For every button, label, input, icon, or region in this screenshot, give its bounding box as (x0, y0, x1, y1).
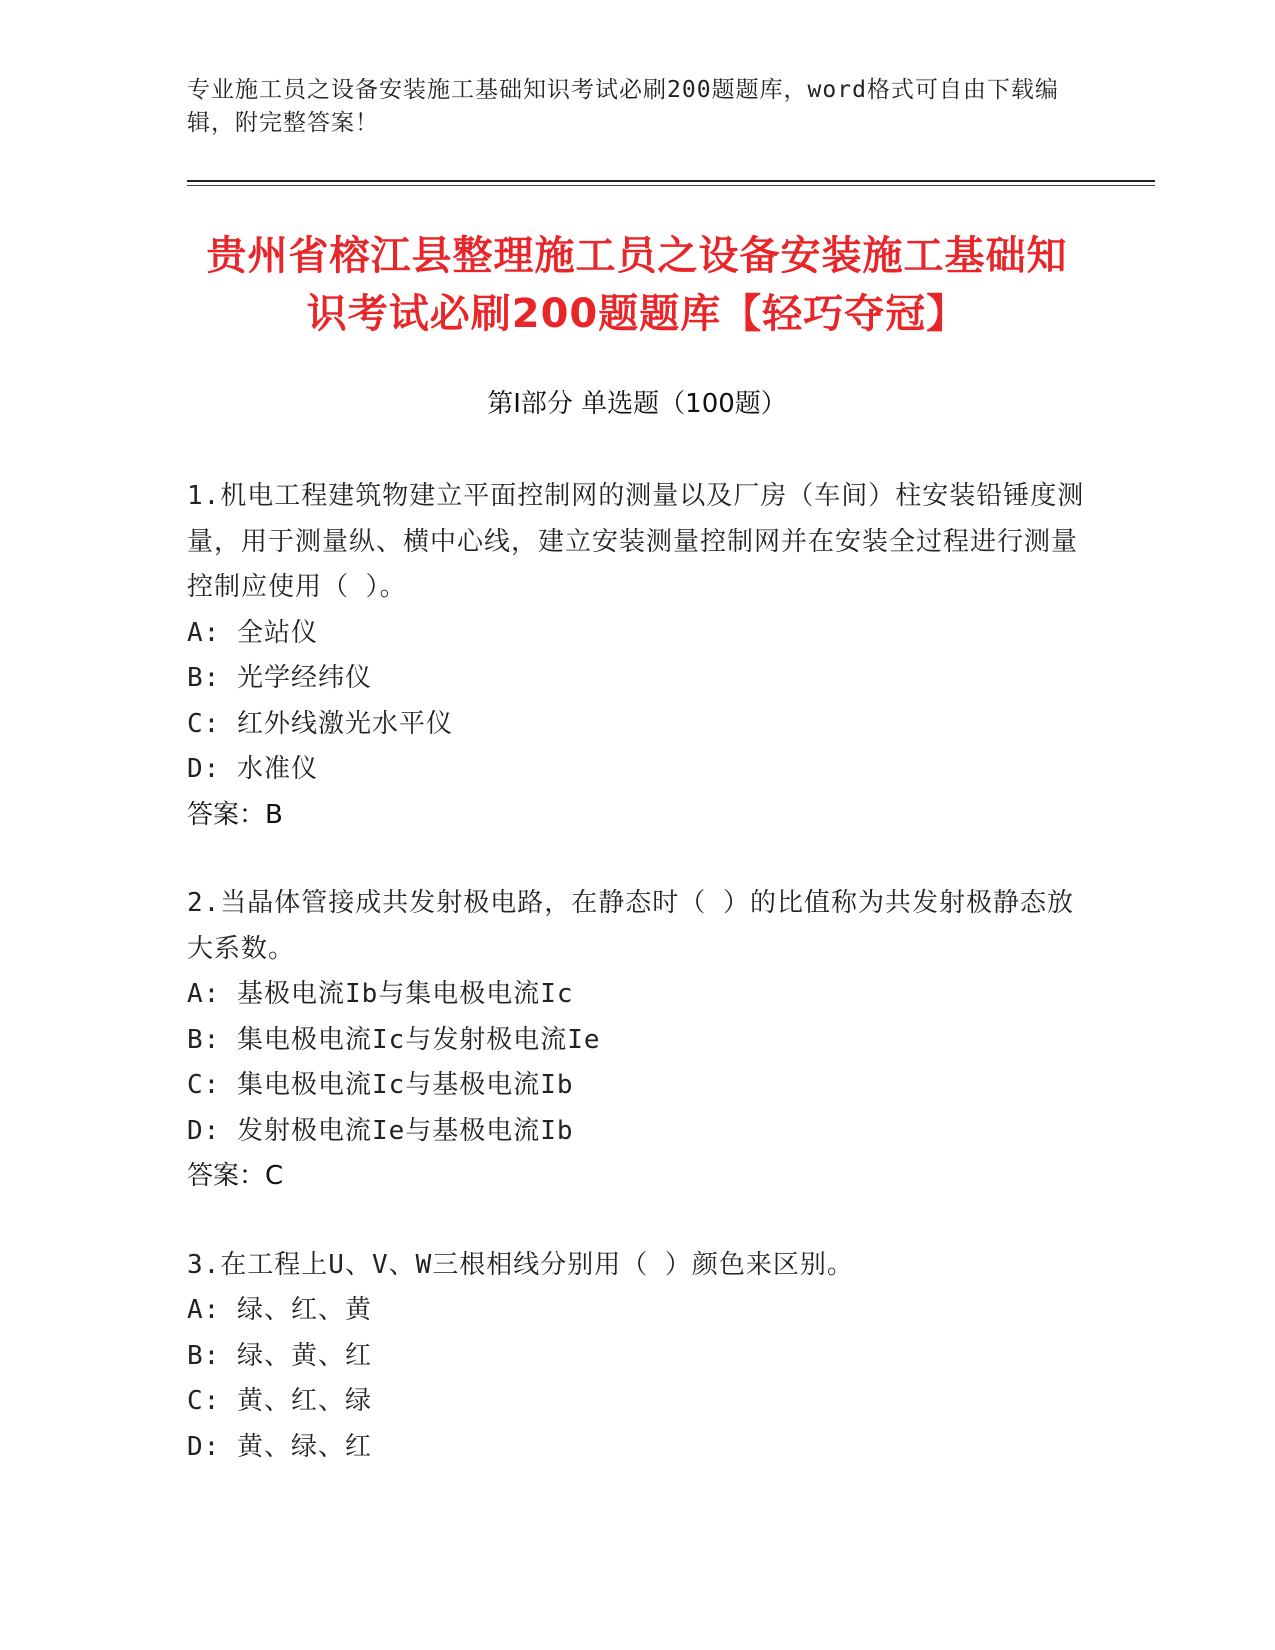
option-c: C: 黄、红、绿 (187, 1386, 372, 1416)
document-title: 贵州省榕江县整理施工员之设备安装施工基础知识考试必刷200题题库【轻巧夺冠】 (206, 233, 1068, 337)
question-3 (187, 1243, 1087, 1471)
option-b: B: 绿、黄、红 (187, 1340, 372, 1371)
option-d: D: 黄、绿、红 (187, 1431, 372, 1462)
option-a: A: 全站仪 (187, 617, 318, 648)
question-2 (187, 881, 1087, 1200)
question-stem: 2.当晶体管接成共发射极电路，在静态时（ ）的比值称为共发射极静态放大系数。 (187, 888, 1074, 964)
question-stem: 3.在工程上U、V、W三根相线分别用（ ）颜色来区别。 (187, 1249, 854, 1280)
answer-line: 答案：B (187, 799, 283, 830)
option-c: C: 红外线激光水平仪 (187, 708, 453, 739)
option-c: C: 集电极电流Ic与基极电流Ib (187, 1070, 574, 1100)
question-1 (187, 474, 1087, 838)
option-a: A: 绿、红、黄 (187, 1295, 372, 1325)
question-list (187, 474, 1087, 1513)
section-heading: 第Ⅰ部分 单选题（100题） (487, 389, 787, 419)
option-d: D: 发射极电流Ie与基极电流Ib (187, 1115, 574, 1146)
option-b: B: 光学经纬仪 (187, 663, 372, 693)
header-divider-thick (187, 180, 1155, 182)
option-b: B: 集电极电流Ic与发射极电流Ie (187, 1024, 601, 1055)
header-divider-thin (187, 185, 1155, 186)
option-d: D: 水准仪 (187, 754, 318, 784)
question-stem: 1.机电工程建筑物建立平面控制网的测量以及厂房（车间）柱安装铅锤度测量，用于测量纵、横中心线，建立安装测量控制网并在安装全过程进行测量控制应使用（ ）。 (187, 481, 1085, 602)
header-note: 专业施工员之设备安装施工基础知识考试必刷200题题库，word格式可自由下载编辑，附完整答案！ (187, 77, 1059, 136)
option-a: A: 基极电流Ib与集电极电流Ic (187, 979, 574, 1009)
answer-line: 答案：C (187, 1161, 284, 1191)
